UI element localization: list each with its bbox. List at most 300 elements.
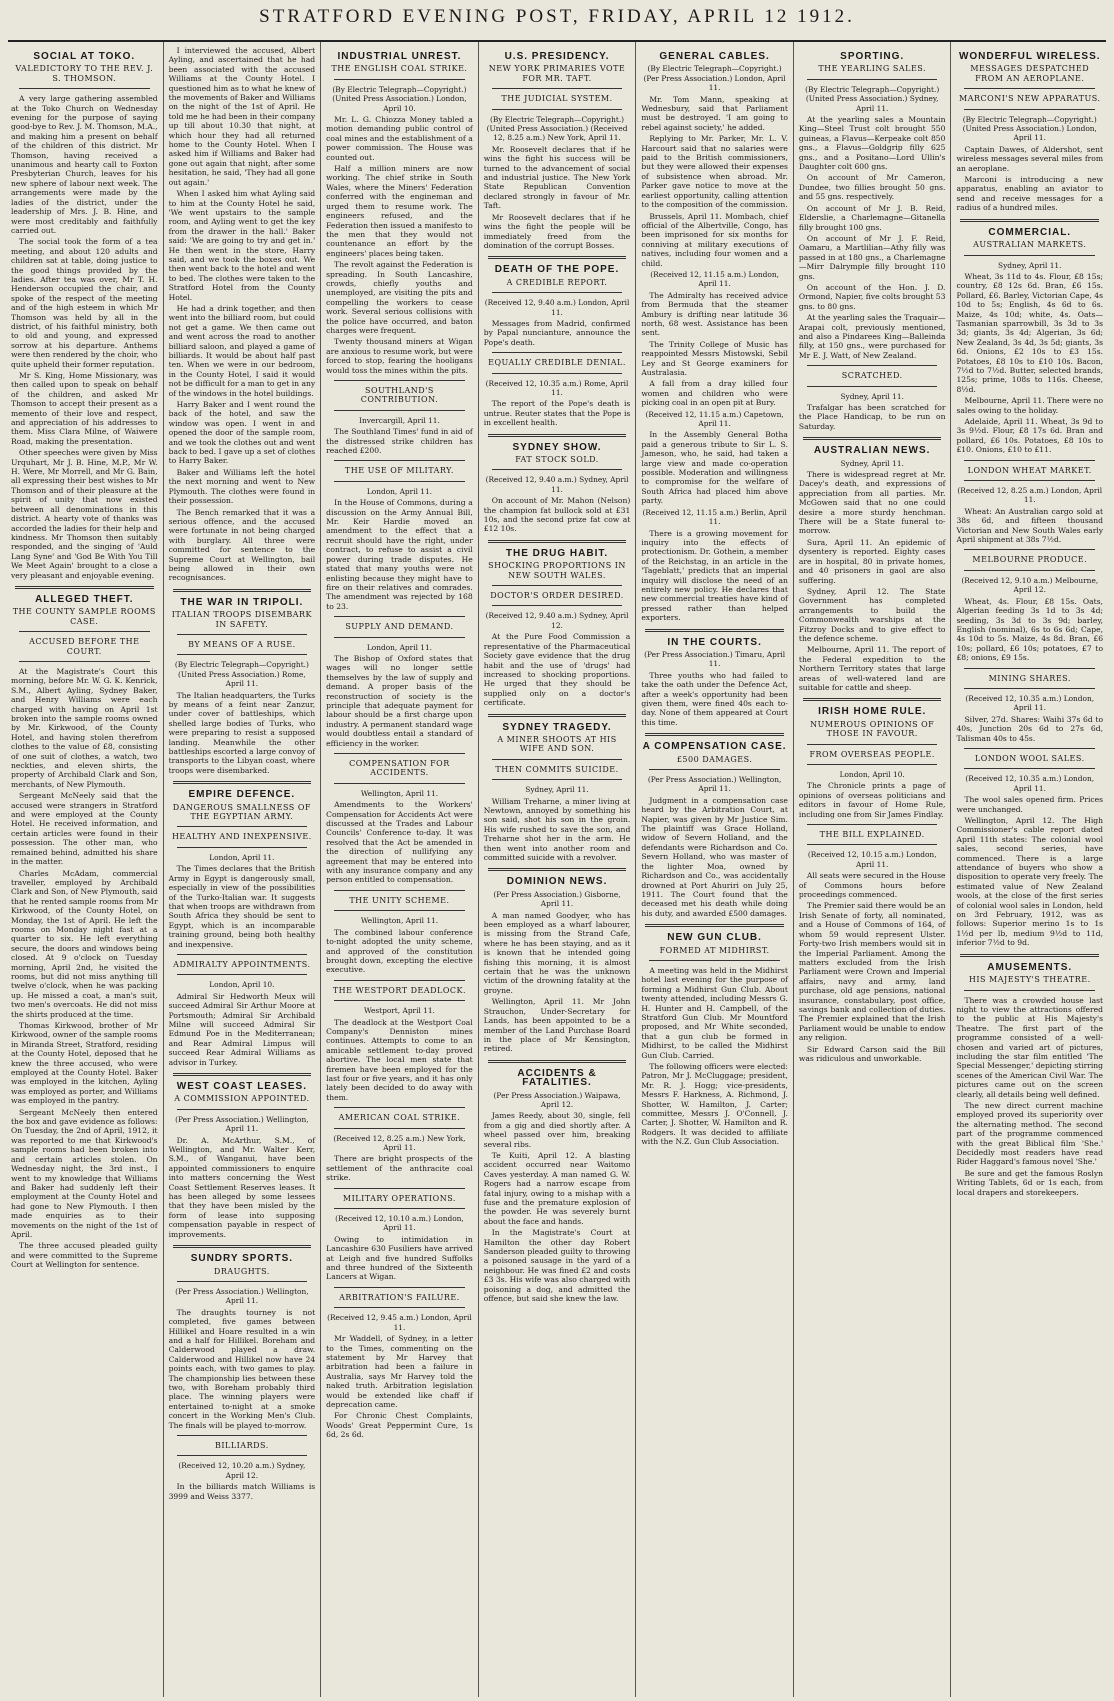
paragraph: Owing to intimidation in Lancashire 630 Fusiliers have arrived at Leigh and five hundred Suffolks and three hundred of the Sixteenth Lancers at Wigan. bbox=[326, 1234, 473, 1282]
subheadline: LONDON WOOL SALES. bbox=[974, 753, 1085, 763]
paragraph: The Southland Times' fund in aid of the distressed strike children has reached £200. bbox=[326, 427, 473, 456]
divider bbox=[177, 954, 308, 955]
article bbox=[326, 460, 473, 611]
divider bbox=[964, 768, 1095, 769]
divider bbox=[19, 661, 150, 662]
article bbox=[641, 52, 788, 268]
paragraph: Sergeant McNeely said that the accused were strangers in Stratford and were employed at the County Hotel. He received information, and certain articles were found in their possession. The other man, who remained behind, admitted his share in the matter. bbox=[11, 791, 158, 867]
subheadline: THE COUNTY SAMPLE ROOMS CASE. bbox=[12, 607, 156, 626]
paragraph: James Reedy, about 30, single, fell from a gig and died shortly after. A wheel passed over him, breaking several ribs. bbox=[483, 1111, 631, 1149]
dateline: (Received 12, 8.25 a.m.) London, April 11. bbox=[957, 486, 1103, 505]
paragraph: A very large gathering assembled at the Toko Church on Wednesday evening for the purpose of saying good-bye to Rev. J. M. Thomson, M.A., and making him a present on behalf of the children of this district. Mr Thomson, having received a unanimous and hearty call to Foxton Presbyterian Church, leaves for his new sphere of labour next week. The arrangements were made by the ladies of the district, under the leadership of Mrs. J. B. Hine, and were most creditably and faithfully carried out. bbox=[11, 94, 158, 235]
divider bbox=[964, 668, 1095, 669]
subheadline: LONDON WHEAT MARKET. bbox=[967, 465, 1092, 475]
subheadline: ARBITRATION'S FAILURE. bbox=[339, 1292, 460, 1302]
article bbox=[956, 219, 1103, 455]
paragraph: The Premier said there would be an Irish Senate of forty, all nominated, and a House of Commons of 164, of whom 59 would represent Ulster. Forty-two Irish members would sit in the Imperial Parliament. Among the matters excluded from the Irish Parliament were Crown and Imperial affairs, navy and army, land purchase, old age pensions, national insurance, constabulary, post office, savings bank and collection of duties. The Premier explained that the Irish Parliament would be unable to endow any religion. bbox=[798, 901, 946, 1043]
subheadline: HIS MAJESTY'S THEATRE. bbox=[968, 975, 1091, 985]
dateline: London, April 11. bbox=[366, 486, 433, 496]
paragraph: Sir Edward Carson said the Bill was ridiculous and unworkable. bbox=[798, 1044, 946, 1063]
section-divider bbox=[645, 924, 784, 927]
headline: DOMINION NEWS. bbox=[506, 876, 608, 888]
article bbox=[326, 980, 473, 1102]
subheadline: NUMEROUS OPINIONS OF THOSE IN FAVOUR. bbox=[810, 719, 935, 739]
section-divider bbox=[488, 868, 627, 871]
paragraph: A man named Goodyer, who has been employed as a wharf labourer, is missing from the Strand Cafe, where he has been staying, and as it is known that he intended going fishing this morning, it is almost certain that he was the unknown victim of the drowning fatality at the groyne. bbox=[483, 910, 631, 995]
dateline: London, April 11. bbox=[366, 642, 433, 652]
divider bbox=[964, 549, 1095, 550]
headline: GENERAL CABLES. bbox=[659, 51, 770, 62]
paragraph: Trafalgar has been scratched for the Place Handicap, to be run on Saturday. bbox=[798, 403, 946, 431]
divider bbox=[964, 990, 1095, 991]
dateline: (Received 12, 9.10 a.m.) Melbourne, April 12. bbox=[961, 575, 1099, 595]
headline: WEST COAST LEASES. bbox=[176, 1081, 307, 1092]
divider bbox=[964, 109, 1095, 110]
subheadline: SHOCKING PROPORTIONS IN NEW SOUTH WALES. bbox=[488, 561, 626, 580]
section-divider bbox=[15, 586, 154, 589]
paragraph: The draughts tourney is not completed, five games between Hillikel and Hoare resulted in a win and a half for Hillikel. Boreham and Calderwood played a draw. Calderwood and Hillikel now have 24 points each, with two games to play. The championship lies between these two, with Boreham probably third place. The winning players were entertained to-night at a smoke concert in the Working Men's Club. The finals will be played to-morrow. bbox=[168, 1307, 316, 1430]
paragraph: Charles McAdam, commercial traveller, employed by Archibald Clark and Son, of New Plymouth, said that he rented sample rooms from Mr Kirkwood, of the County Hotel, on Monday, the 1st of April. He left the rooms on Monday night fast at a quarter to six. He left everything secure, the doors and windows being closed. At 9 o'clock on Tuesday morning, April 2nd, he visited the rooms, but did not miss anything till twelve o'clock, when he was packing up. He missed a coat, a man's suit, two men's overcoats. He did not miss the shirts produced at the time. bbox=[11, 868, 158, 1019]
paragraph: Mr Waddell, of Sydney, in a letter to the Times, commenting on the statement by Mr Harvey that arbitration had been a failure in Australia, says Mr Harvey told the naked truth. Arbitration legislation would be extended like chaff if deprecation came. bbox=[326, 1334, 473, 1409]
divider bbox=[177, 1435, 308, 1436]
subheadline: AUSTRALIAN MARKETS. bbox=[973, 240, 1087, 250]
paragraph: Half a million miners are now working. The chief strike in South Wales, where the Miners' Federation conferred with the engineman and urged them to resume work. The engineers refused, and the Federation then issued a manifesto to the men that they would not countenance an effort by the engineers' places being taken. bbox=[326, 164, 473, 258]
paragraph: Melbourne, April 11. The report of the Federal expedition to the Northern Territory states that large areas of well-watered land are suitable for cattle and sheep. bbox=[798, 645, 946, 692]
paragraph: Thomas Kirkwood, brother of Mr Kirkwood, owner of the sample rooms in Miranda Street, Stratford, residing at the County Hotel, deposed that he knew the three accused, who were employed at the County Hotel. Baker was employed in the kitchen, Ayling was employed as porter, and Williams was employed in the pantry. bbox=[11, 1021, 158, 1106]
dateline: (Per Press Association.) Wellington, April 11. bbox=[175, 1114, 309, 1134]
divider bbox=[334, 481, 465, 482]
divider bbox=[964, 460, 1095, 461]
paragraph: The Admiralty has received advice from Bermuda that the steamer Ambury is drifting near latitude 36 north, 68 west. Assistance has been sent. bbox=[641, 290, 788, 338]
paragraph: For Chronic Chest Complaints, Woods' Great Peppermint Cure, 1s 6d, 2s 6d. bbox=[326, 1411, 473, 1440]
divider bbox=[334, 79, 465, 80]
dateline: (Received 12, 11.15 a.m.) London, April 11. bbox=[650, 269, 779, 289]
divider bbox=[492, 292, 623, 293]
article bbox=[169, 589, 316, 776]
paragraph: The Times declares that the British Army in Egypt is dangerously small, especially in view of the possibilities of the Turko-Italian war. It suggests that when troops are withdrawn from South Africa they should be sent to Egypt, which is an incomparable training ground, being both healthy and inexpensive. bbox=[168, 864, 316, 949]
column-3 bbox=[321, 42, 479, 1697]
subheadline: DRAUGHTS. bbox=[213, 1266, 270, 1276]
paragraph: Dr. A. McArthur, S.M., of Wellington, and Mr. Walter Kerr, S.M., of Wanganui, have been appointed commissioners to enquire into matters concerning the West Coast Settlement Reserves leases. It has been alleged by some lessees that they have been misled by the form of lease into supposing compensation payable in respect of improvements. bbox=[168, 1135, 316, 1239]
masthead: STRATFORD EVENING POST, FRIDAY, APRIL 12 1912. bbox=[8, 0, 1106, 42]
subheadline: MESSAGES DESPATCHED FROM AN AEROPLANE. bbox=[970, 64, 1090, 83]
divider bbox=[492, 779, 623, 780]
paragraph: On account of Mr Cameron, Dundee, two fillies brought 50 gns. and 55 gns. respectively. bbox=[798, 173, 946, 202]
section-divider bbox=[960, 219, 1099, 222]
paragraph: Melbourne, April 11. There were no sales owing to the holiday. bbox=[956, 396, 1104, 415]
headline: WONDERFUL WIRELESS. bbox=[958, 51, 1101, 62]
divider bbox=[964, 88, 1095, 89]
divider bbox=[964, 748, 1095, 749]
paragraph: Silver, 27d. Shares: Waihi 37s 6d to 40s, Junction 20s 6d to 27s 6d, Talisman 40s to 45s. bbox=[956, 714, 1104, 743]
dateline: (Per Press Association.) Timaru, April 11. bbox=[644, 649, 786, 669]
divider bbox=[334, 637, 465, 638]
headline: U.S. PRESIDENCY. bbox=[504, 51, 610, 62]
divider bbox=[649, 960, 780, 961]
subheadline: THE WESTPORT DEADLOCK. bbox=[332, 985, 467, 995]
article bbox=[799, 824, 946, 1063]
paragraph: Wheat: An Australian cargo sold at 38s 6d, and fifteen thousand Victorian and New South Wales early April shipment at 38s 7½d. bbox=[956, 506, 1104, 545]
subheadline: FROM OVERSEAS PEOPLE. bbox=[809, 749, 935, 759]
article bbox=[956, 52, 1103, 213]
divider bbox=[334, 1107, 465, 1108]
dateline: (Received 12, 9.45 a.m.) London, April 11. bbox=[327, 1313, 472, 1332]
paragraph: At the Pure Food Commission a representative of the Pharmaceutical Society gave evidence that the drug habit and the use of 'drugs' had increased to shocking proportions. He urged that they should be supplied only on a doctor's certificate. bbox=[483, 632, 631, 708]
paragraph: Messages from Madrid, confirmed by Papal nuncianture, announce the Pope's death. bbox=[483, 318, 631, 347]
headline: SPORTING. bbox=[840, 51, 905, 62]
paragraph: Sergeant McNeely then entered the box and gave evidence as follows: On Tuesday, the 2nd of April, 1912, it was reported to me that Kirkwood's sample rooms had been broken into and certain articles stolen. On Wednesday night, the 3rd inst., I went to my knowledge that Williams and Baker had suddenly left their employment at the County Hotel and had gone to New Plymouth. I then made enquiries as to their movements on the night of the 1st of April. bbox=[11, 1107, 158, 1239]
dateline: (Per Press Association.) Wellington, April 11. bbox=[647, 775, 782, 794]
subheadline: THE YEARLING SALES. bbox=[818, 64, 927, 74]
section-divider bbox=[960, 954, 1099, 957]
dateline: Sydney, April 11. bbox=[998, 260, 1062, 270]
headline: EMPIRE DEFENCE. bbox=[188, 789, 296, 801]
paragraph: The Trinity College of Music has reappointed Messrs Mistowski, Sebil Ley and St George examiners for Australasia. bbox=[641, 339, 788, 377]
article bbox=[956, 668, 1103, 743]
paragraph: A fall from a dray killed four women and children who were picking coal in an open pit at Bury. bbox=[641, 379, 788, 408]
paragraph: Amendments to the Workers' Compensation for Accidents Act were discussed at the Trades and Labour Councils' Conference to-day. It was resolved that the Act be amended in the direction of nullifying any agreement that may be entered into with any insurance company and any person entitled to compensation. bbox=[326, 800, 473, 885]
paragraph: Adelaide, April 11. Wheat, 3s 9d to 3s 9½d. Flour, £8 17s 6d. Bran and pollard, £6 10s. Potatoes, £8 10s to £10. Onions, £10 to £11. bbox=[956, 417, 1104, 455]
dateline: (Received 12, 10.10 a.m.) London, April 11. bbox=[335, 1214, 464, 1233]
paragraph: The three accused pleaded guilty and were committed to the Supreme Court at Wellington for sentence. bbox=[11, 1241, 158, 1270]
section-divider bbox=[488, 1060, 627, 1063]
paragraph: Be sure and get the famous Roslyn Writing Tablets, 6d or 1s each, from local drapers and storekeepers. bbox=[956, 1168, 1104, 1197]
paragraph: Judgment in a compensation case heard by the Arbitration Court, at Napier, was given by Mr Justice Sim. The plaintiff was Grace Holland, widow of Severn Holland, and the defendants were Richardson and Co. Severn Holland, who was master of the lighter Moa, owned by Richardson and Co., was accidentally drowned at Port Ahuriri on July 25, 1911. The Court found that the deceased met his death while doing his duty, and awarded £500 damages. bbox=[641, 795, 788, 918]
headline: IN THE COURTS. bbox=[667, 636, 762, 648]
headline: NEW GUN CLUB. bbox=[667, 932, 762, 944]
divider bbox=[807, 79, 938, 80]
paragraph: The Bishop of Oxford states that wages will no longer settle themselves by the law of supply and demand. A proper basis of the reconstruction of society is the principle that adequate payment for labour should be a first charge upon industry. A permanent standard wage would doubtless entail a standard of efficiency in the worker. bbox=[326, 653, 473, 748]
divider bbox=[19, 631, 150, 632]
dateline: (By Electric Telegraph—Copyright.) (United Press Association.) London, April 11. bbox=[962, 114, 1097, 143]
divider bbox=[807, 824, 938, 825]
dateline: (By Electric Telegraph—Copyright.) (United Press Association.) Rome, April 11. bbox=[174, 660, 309, 689]
section-divider bbox=[173, 1245, 312, 1248]
divider bbox=[334, 410, 465, 411]
article bbox=[169, 1435, 316, 1501]
article bbox=[956, 549, 1103, 662]
section-divider bbox=[173, 589, 312, 592]
subheadline: A COMMISSION APPOINTED. bbox=[174, 1094, 310, 1104]
article bbox=[641, 508, 788, 623]
paragraph: Three youths who had failed to take the oath under the Defence Act, after a week's opportunity had been given them, were fined 40s each to-day. None of them appeared at Court this time. bbox=[641, 670, 788, 727]
paragraph: On account of Mr J. B. Reid, Elderslie, a Charlemagne—Gitanella filly brought 100 gns. bbox=[798, 203, 946, 232]
subheadline: ACCUSED BEFORE THE COURT. bbox=[29, 637, 140, 656]
column-6 bbox=[794, 42, 952, 1697]
section-divider bbox=[645, 629, 784, 632]
headline: THE WAR IN TRIPOLI. bbox=[180, 596, 304, 608]
dateline: Sydney, April 11. bbox=[840, 458, 904, 468]
section-divider bbox=[173, 1073, 312, 1076]
article bbox=[11, 52, 158, 580]
divider bbox=[177, 1109, 308, 1110]
paragraph: Wellington, April 12. The High Commissioner's cable report dated April 11th states: The colonial wool sales, second series, have commenced. There is a large attendance of buyers who show a disposition to operate very freely. The estimated value of New Zealand wools, at the close of the first series of colonial wool sales in London, held on 3rd February, 1912, was as follows: Superior merino 1s to 1s 1½d per lb, medium 9½d to 11d, inferior 7½d to 9d. bbox=[956, 816, 1104, 948]
dateline: London, April 10. bbox=[839, 770, 905, 779]
article bbox=[799, 437, 946, 692]
paragraph: Mr. Roosevelt declares that if he wins the fight his success will be turned to the advancement of social and industrial justice. The New York State Republican Convention declared strongly in favour of Mr. Taft. bbox=[483, 144, 631, 211]
article bbox=[799, 365, 946, 431]
paragraph: He had a drink together, and then went into the billiard room, but could not get a game. We then came out and went across the road to another billiard saloon, and played a game of billiards. It would be about half past ten. When we were in our bedroom, in the County Hotel, I said it would not be difficult for a man to get in any of the windows in the hotel buildings. bbox=[168, 303, 316, 398]
paragraph: Marconi is introducing a new apparatus, enabling an aviator to send and receive messages for a radius of a hundred miles. bbox=[956, 175, 1104, 213]
column-7 bbox=[951, 42, 1108, 1697]
headline: INDUSTRIAL UNREST. bbox=[337, 51, 462, 62]
paragraph: A meeting was held in the Midhirst hotel last evening for the purpose of forming a Midhirst Gun Club. About twenty attended, including Messrs G. H. Hunter and H. Campbell, of the Stratford Gun Club. Mr Mountford proposed, and Mr White seconded, that a gun club be formed in Midhirst, to be called the Midhirst Gun Club. Carried. bbox=[641, 965, 788, 1060]
divider bbox=[334, 783, 465, 784]
paragraph: Sura, April 11. An epidemic of dysentery is reported. Eighty cases are in hospital, 80 in private homes, and 40 prisoners in gaol are also suffering. bbox=[798, 537, 946, 585]
subheadline: VALEDICTORY TO THE REV. J. S. THOMSON. bbox=[15, 64, 154, 83]
divider bbox=[334, 1307, 465, 1308]
article bbox=[641, 924, 788, 1147]
divider bbox=[334, 1000, 465, 1001]
divider bbox=[807, 744, 938, 745]
dateline: (Per Press Association.) Waipawa, April 12. bbox=[493, 1090, 621, 1109]
subheadline: £500 DAMAGES. bbox=[676, 754, 753, 764]
paragraph: Wheat, 3s 11d to 4s. Flour, £8 15s; country, £8 12s 6d. Bran, £6 15s. Pollard, £6. Barley, Victorian Cape, 4s 10d to 5s; English, 4s 6d to 6s. Maize, 4s 10d; white, 4s. Oats—Tasmanian sparrowbill, 3s 3d to 3s 3d; giants, 3s 4d; Algerian, 3s 6d; New Zealand, 3s 4d, 3s 5d; giants, 3s 6d. Onions, £2 10s to £3 15s. Potatoes, £8 10s to £10 10s. Bacon, 7½d to 7½d. Butter, selected brands, 125s; prime, 108s to 116s. Cheese, 8½d. bbox=[956, 271, 1104, 394]
paragraph: Other speeches were given by Miss Urquhart, Mr J. B. Hine, M.P., Mr W. H. Were, Mr Morrell, and Mr G. Bain, all expressing their best wishes to Mr Thomson and of their pleasure at the spirit of unity that now existed between all denominations in this district. A hearty vote of thanks was accorded the ladies for their help and kindness. Mr Thomson then suitably responded, and the singing of 'Auld Lang Syne' and 'God Be With You Till We Meet Again' brought to a close a very pleasant and enjoyable evening. bbox=[11, 448, 158, 580]
newspaper-columns bbox=[6, 42, 1108, 1697]
divider bbox=[177, 654, 308, 655]
divider bbox=[492, 352, 623, 353]
subheadline: A CREDIBLE REPORT. bbox=[506, 277, 608, 287]
headline: SYDNEY SHOW. bbox=[512, 441, 602, 453]
subheadline: HEALTHY AND INEXPENSIVE. bbox=[171, 832, 312, 842]
subheadline: MARCONI'S NEW APPARATUS. bbox=[959, 94, 1101, 104]
paragraph: In the House of Commons, during a discussion on the Army Annual Bill, Mr. Keir Hardie moved an amendment to the effect that a recruit should have the right, under contract, to refuse to assist a civil power during trade disputes. He stated that many youths were not enlisting because they might have to fire on their relatives and comrades. The amendment was rejected by 168 to 23. bbox=[326, 498, 473, 611]
divider bbox=[334, 753, 465, 754]
article bbox=[484, 352, 631, 427]
paragraph: Sydney, April 12. The State Government has completed arrangements to build the Commonwealth warships at the Fitzroy Docks and to give effect to the defence scheme. bbox=[798, 586, 946, 643]
dateline: (Received 12, 10.20 a.m.) Sydney, April 12. bbox=[178, 1461, 306, 1480]
divider bbox=[492, 109, 623, 110]
divider bbox=[807, 365, 938, 366]
paragraph: At the yearling sales the Traquair—Arapai colt, previously mentioned, and also a Pindarees King—Balleinda filly, at 150 gns., were purchased for Mr E. J. Watt, of New Zealand. bbox=[798, 313, 946, 360]
divider bbox=[334, 890, 465, 891]
divider bbox=[492, 605, 623, 606]
section-divider bbox=[803, 437, 942, 440]
article bbox=[641, 733, 788, 918]
divider bbox=[492, 373, 623, 374]
paragraph: Admiral Sir Hedworth Meux will succeed Admiral Sir Arthur Moore at Portsmouth; Admiral Sir Archibald Milne will succeed Admiral Sir Edmund Poe in the Mediterranean; and Rear Admiral Limpus will succeed Rear Admiral Williams as advisor in Turkey. bbox=[168, 991, 316, 1067]
headline: DEATH OF THE POPE. bbox=[494, 264, 620, 276]
dateline: (By Electric Telegraph—Copyright.) (United Press Association.) London, April 10. bbox=[332, 84, 467, 113]
article bbox=[484, 52, 631, 250]
paragraph: The Italian headquarters, the Turks by means of a feint near Zanzur, under cover of battleships, which shelled large bodies of Turks, who were preparing to resist a supposed landing. Meanwhile the other battleships escorted a large convoy of transports to the Libyan coast, where troops were disembarked. bbox=[168, 690, 316, 775]
dateline: (By Electric Telegraph—Copyright.) (United Press Association.) (Received 12, 8.25 a.m.) New York, April 11. bbox=[486, 114, 628, 143]
subheadline: ADMIRALTY APPOINTMENTS. bbox=[173, 959, 311, 969]
divider bbox=[334, 460, 465, 461]
section-divider bbox=[803, 698, 942, 701]
paragraph: Harry Baker and I went round the back of the hotel, and saw the window was open. I went in and opened the door of the sample room, and we took the clothes out and went back to bed. I gave up a set of clothes to Harry Baker. bbox=[168, 400, 316, 466]
divider bbox=[492, 585, 623, 586]
headline: AUSTRALIAN NEWS. bbox=[813, 445, 931, 457]
dateline: (Received 12, 11.15 a.m.) Capetown, April 11. bbox=[645, 409, 784, 429]
article bbox=[169, 1245, 316, 1430]
article bbox=[799, 698, 946, 819]
dateline: Wellington, April 11. bbox=[360, 788, 439, 798]
dateline: (Received 12, 10.35 a.m.) London, April 11. bbox=[965, 774, 1095, 793]
subheadline: THE ENGLISH COAL STRIKE. bbox=[331, 64, 468, 74]
subheadline: SOUTHLAND'S CONTRIBUTION. bbox=[360, 386, 439, 405]
dateline: (Received 12, 8.25 a.m.) New York, April 11. bbox=[333, 1133, 466, 1152]
divider bbox=[177, 826, 308, 827]
section-divider bbox=[488, 256, 627, 259]
paragraph: The social took the form of a tea meeting, and about 120 adults and children sat at table, doing justice to the good things provided by the ladies. After tea was over, Mr T. H. Henderson occupied the chair, and spoke of the respect of the meeting and of the high esteem in which Mr Thomson was held by all in the district, of his faithful ministry, both to old and young, and expressed sorrow at his departure. Anthems were then rendered by the choir, who quite upheld their former reputation. bbox=[11, 237, 158, 369]
divider bbox=[807, 764, 938, 765]
headline: COMMERCIAL. bbox=[988, 226, 1072, 238]
paragraph: On account of Mr. Mahon (Nelson) the champion fat bullock sold at £31 10s, and the second prize fat cow at £12 10s. bbox=[483, 496, 631, 534]
article bbox=[484, 1060, 631, 1304]
paragraph: At the yearling sales a Mountain King—Steel Trust colt brought 550 guineas, a Flavus—Kerpeake colt 850 gns., a Flavus—Goldgrip filly 625 gns., and a Positano—Lord Ullin's Daughter colt 600 gns. bbox=[798, 115, 946, 172]
article bbox=[169, 781, 316, 949]
dateline: (Received 12, 9.40 a.m.) London, April 11. bbox=[484, 298, 630, 317]
paragraph: Wheat, 4s. Flour, £8 15s. Oats, Algerian feeding 3s 1d to 3s 4d; seeding, 3s 3d to 3s 9d; barley, English (nominal), 6s to 6s 6d; Cape, 4s 10d to 5s. Maize, 4s 8d. Bran, £6 10s; pollard, £6 10s; potatoes, £7 to £8; onions, £9 15s. bbox=[956, 596, 1104, 663]
divider bbox=[177, 634, 308, 635]
subheadline: SUPPLY AND DEMAND. bbox=[345, 622, 454, 632]
subheadline: MILITARY OPERATIONS. bbox=[342, 1193, 456, 1203]
dateline: (Received 12, 10.35 a.m.) Rome, April 11. bbox=[485, 378, 629, 397]
divider bbox=[334, 380, 465, 381]
section-divider bbox=[488, 434, 627, 437]
section-divider bbox=[173, 781, 312, 784]
paragraph: Replying to Mr. Parker, Mr. L. V. Harcourt said that no salaries were paid to the British commissioners, but they were allowed their expenses of subsistence when abroad. Mr. Parker gave notice to move at the earliest opportunity, calling attention to the composition of the commission. bbox=[641, 134, 788, 210]
divider bbox=[964, 570, 1095, 571]
column-5 bbox=[636, 42, 794, 1697]
dateline: (Per Press Association.) Wellington, April 11. bbox=[175, 1286, 309, 1306]
dateline: Wellington, April 11. bbox=[360, 916, 439, 926]
dateline: (Received 12, 9.40 a.m.) Sydney, April 12. bbox=[485, 611, 629, 630]
divider bbox=[177, 974, 308, 975]
paragraph: At the Magistrate's Court this morning, before Mr. W. G. K. Kenrick, S.M., Albert Ayling, Sydney Baker, and Henry Williams were each charged with having on April 1st broken into the sample rooms owned by Mr. Kirkwood, of the County Hotel, and having stolen therefrom clothes to the value of £8, consisting of one suit of clothes, a watch, two neckties, and eleven shirts, the property of Archibald Clark and Son, merchants, of New Plymouth. bbox=[11, 666, 158, 789]
subheadline: DANGEROUS SMALLNESS OF THE EGYPTIAN ARMY. bbox=[172, 802, 311, 822]
paragraph: The deadlock at the Westport Coal Company's Denniston mines continues. Attempts to come to an amicable settlement to-day proved abortive. The local men state that firemen have been employed for the last four or five years, and it has only lately been decided to do away with them. bbox=[326, 1017, 473, 1102]
subheadline: NEW YORK PRIMARIES VOTE FOR MR. TAFT. bbox=[488, 64, 626, 83]
dateline: (By Electric Telegraph—Copyright.) (United Press Association.) Sydney, April 11. bbox=[805, 84, 940, 113]
article bbox=[956, 954, 1103, 1197]
paragraph: Mr. L. G. Chiozza Money tabled a motion demanding public control of coal mines and the establishment of a power commission. The House was counted out. bbox=[326, 115, 473, 162]
divider bbox=[334, 1128, 465, 1129]
article bbox=[484, 868, 631, 1053]
divider bbox=[334, 1287, 465, 1288]
subheadline: THE USE OF MILITARY. bbox=[344, 466, 454, 476]
headline: THE DRUG HABIT. bbox=[505, 547, 609, 559]
article bbox=[326, 890, 473, 975]
paragraph: Te Kuiti, April 12. A blasting accident occurred near Waitomo Caves yesterday. A man named G. W. Rogers had a narrow escape from fatal injury, owing to a mishap with a fuse and the premature explosion of the powder. He was severely burnt about the face and hands. bbox=[483, 1150, 631, 1226]
paragraph: The new direct current machine employed proved its superiority over the alternating method. The second part of the programme commenced with the great Biblical film 'She.' Decidedly most readers have read Rider Haggard's famous novel 'She.' bbox=[956, 1100, 1104, 1167]
paragraph: Twenty thousand miners at Wigan are anxious to resume work, but were forced to stop, fearing the hooligans would toss the mines within the pits. bbox=[326, 337, 473, 375]
article bbox=[484, 434, 631, 534]
dateline: Westport, April 11. bbox=[363, 1006, 435, 1016]
subheadline: DOCTOR'S ORDER DESIRED. bbox=[490, 591, 624, 601]
subheadline: MINING SHARES. bbox=[988, 673, 1071, 683]
subheadline: MELBOURNE PRODUCE. bbox=[972, 555, 1088, 565]
divider bbox=[334, 1188, 465, 1189]
section-divider bbox=[488, 714, 627, 717]
divider bbox=[334, 1208, 465, 1209]
dateline: (By Electric Telegraph—Copyright.) (Per Press Association.) London, April 11. bbox=[643, 64, 786, 93]
subheadline: AMERICAN COAL STRIKE. bbox=[338, 1113, 461, 1123]
dateline: (Received 12, 10.35 a.m.) London, April 11. bbox=[965, 693, 1095, 713]
article bbox=[799, 52, 946, 360]
divider bbox=[19, 88, 150, 89]
subheadline: EQUALLY CREDIBLE DENIAL. bbox=[488, 358, 626, 368]
divider bbox=[807, 844, 938, 845]
paragraph: The revolt against the Federation is spreading. In South Lancashire, crowds, chiefly youths and unemployed, are visiting the pits and compelling the workers to cease work. Several serious collisions with the police have occurred, and baton charges were frequent. bbox=[326, 260, 473, 335]
headline: ALLEGED THEFT. bbox=[35, 593, 134, 605]
paragraph: William Treharne, a miner living at Newtown, annoyed by something his son said, shot his son in the groin. His wife rushed to save the son, and Treharne shot her in the arm. He then went into another room and committed suicide with a revolver. bbox=[483, 796, 631, 862]
dateline: Sydney, April 11. bbox=[525, 785, 589, 795]
headline: A COMPENSATION CASE. bbox=[642, 741, 787, 753]
subheadline: THE JUDICIAL SYSTEM. bbox=[501, 94, 613, 104]
column-2 bbox=[164, 42, 322, 1697]
paragraph: In the Assembly General Botha paid a generous tribute to Sir L. S. Jameson, who, he said, had taken a large view and made co-operation possible. Moderation and willingness to compromise for the welfare of South Africa had placed him above party. bbox=[641, 430, 788, 506]
dateline: (Received 12, 11.15 a.m.) Berlin, April 11. bbox=[642, 507, 787, 527]
paragraph: I interviewed the accused, Albert Ayling, and ascertained that he had been associated with the accused Williams at the County Hotel. I questioned him as to what he knew of the movements of Baker and Williams on the night of the 1st of April. He told me he had been in their company up till about 10.30 that night, at which hour they had all returned home to the County Hotel. When I asked him if Williams and Baker had gone out again that night, after some hesitation, he said, 'They had all gone out again.' bbox=[168, 46, 316, 187]
divider bbox=[334, 910, 465, 911]
paragraph: Captain Dawes, of Aldershot, sent wireless messages several miles from an aeroplane. bbox=[956, 144, 1104, 173]
subheadline: A MINER SHOOTS AT HIS WIFE AND SON. bbox=[497, 734, 617, 754]
paragraph: There are bright prospects of the settlement of the anthracite coal strike. bbox=[326, 1154, 473, 1183]
headline: SUNDRY SPORTS. bbox=[190, 1253, 294, 1265]
article bbox=[326, 616, 473, 748]
paragraph: There was a crowded house last night to view the attractions offered to the public at His Majesty's Theatre. The first part of the programme consisted of a well-chosen and varied art of pictures, including the star film entitled 'The Special Messenger,' depicting stirring scenes of the American Civil War. The pictures came out on the screen clearly, all details being well defined. bbox=[956, 995, 1104, 1099]
divider bbox=[492, 469, 623, 470]
paragraph: In the Magistrate's Court at Hamilton the other day Robert Sanderson pleaded guilty to throwing a poisoned sausage in the yard of a neighbour. He was fined £2 and costs £3 3s. His wife was also charged with poisoning a dog, and admitted the offence, but said she knew the law. bbox=[483, 1228, 631, 1304]
paragraph: The combined labour conference to-night adopted the unity scheme, and approved of the constitution brought down, excepting the elective executive. bbox=[326, 927, 473, 975]
paragraph: The wool sales opened firm. Prices were unchanged. bbox=[956, 795, 1104, 814]
subheadline: THE BILL EXPLAINED. bbox=[819, 830, 925, 840]
paragraph: The Chronicle prints a page of opinions of overseas politicians and editors in favour of Home Rule, including one from Sir James Findlay. bbox=[798, 781, 946, 819]
article bbox=[641, 629, 788, 728]
article bbox=[326, 1188, 473, 1282]
divider bbox=[492, 759, 623, 760]
section-divider bbox=[645, 733, 784, 736]
article bbox=[956, 460, 1103, 545]
paragraph: On account of Mr J. F. Reid, Oamaru, a Martlilian—Athy filly was passed in at 180 gns., a Charlemagne—Mirr Dalrymple filly brought 110 gns. bbox=[798, 233, 946, 281]
divider bbox=[649, 769, 780, 770]
paragraph: When I asked him what Ayling said to him at the County Hotel he said, 'We went upstairs to the sample room, and Ayling went to get the key from the drawer in the hall.' Baker said: 'We are going to try and get in.' He then went in the store, Harry said, and we took the boxes out. We then went back to the hotel and went to bed. The clothes were taken to the Stratford Hotel from the County Hotel. bbox=[168, 189, 316, 302]
dateline: Invercargill, April 11. bbox=[359, 415, 440, 425]
article bbox=[169, 954, 316, 1067]
divider bbox=[492, 88, 623, 89]
article bbox=[484, 540, 631, 708]
paragraph: Wellington, April 11. Mr John Strauchon, Under-Secretary for Lands, has been appointed to be a member of the Land Purchase Board in the place of Mr Kensington, retired. bbox=[483, 997, 631, 1054]
subheadline: SCRATCHED. bbox=[841, 371, 903, 381]
article bbox=[326, 753, 473, 885]
subheadline: FAT STOCK SOLD. bbox=[515, 455, 599, 464]
divider bbox=[177, 1281, 308, 1282]
headline: AMUSEMENTS. bbox=[987, 961, 1073, 973]
subheadline: BILLIARDS. bbox=[214, 1441, 269, 1450]
divider bbox=[964, 255, 1095, 256]
divider bbox=[177, 847, 308, 848]
dateline: (Received 12, 10.15 a.m.) London, April 11. bbox=[807, 850, 937, 869]
paragraph: There is widespread regret at Mr. Dacey's death, and expressions of appreciation from all parties. Mr. McGowen said that no one could desire a more sturdy henchman. There will be a State funeral to-morrow. bbox=[798, 470, 946, 536]
divider bbox=[964, 480, 1095, 481]
subheadline: FORMED AT MIDHIRST. bbox=[659, 945, 770, 955]
paragraph: Mr S. King, Home Missionary, was then called upon to speak on behalf of the children, and asked Mr Thomson to accept their present as a memento of their love and respect, and appreciation of his addresses to them. Miss Clara Milne, of Waiwere Road, making the presentation. bbox=[11, 371, 158, 446]
article bbox=[326, 380, 473, 455]
paragraph: In the billiards match Williams is 3999 and Weiss 3377. bbox=[168, 1482, 316, 1501]
article bbox=[641, 270, 788, 408]
headline: SOCIAL AT TOKO. bbox=[33, 51, 136, 62]
paragraph: Brussels, April 11. Mombach, chief official of the Albertville, Congo, has been imprisoned for six months for conniving at military executions of natives, including four women and a child. bbox=[641, 211, 788, 268]
article bbox=[956, 748, 1103, 948]
divider bbox=[177, 1455, 308, 1456]
dateline: London, April 10. bbox=[209, 980, 275, 990]
article bbox=[11, 586, 158, 1270]
article bbox=[484, 256, 631, 347]
paragraph: Mr. Tom Mann, speaking at Wednesbury, said that Parliament must be destroyed. 'I am going to rebel against society,' he added. bbox=[641, 94, 788, 132]
